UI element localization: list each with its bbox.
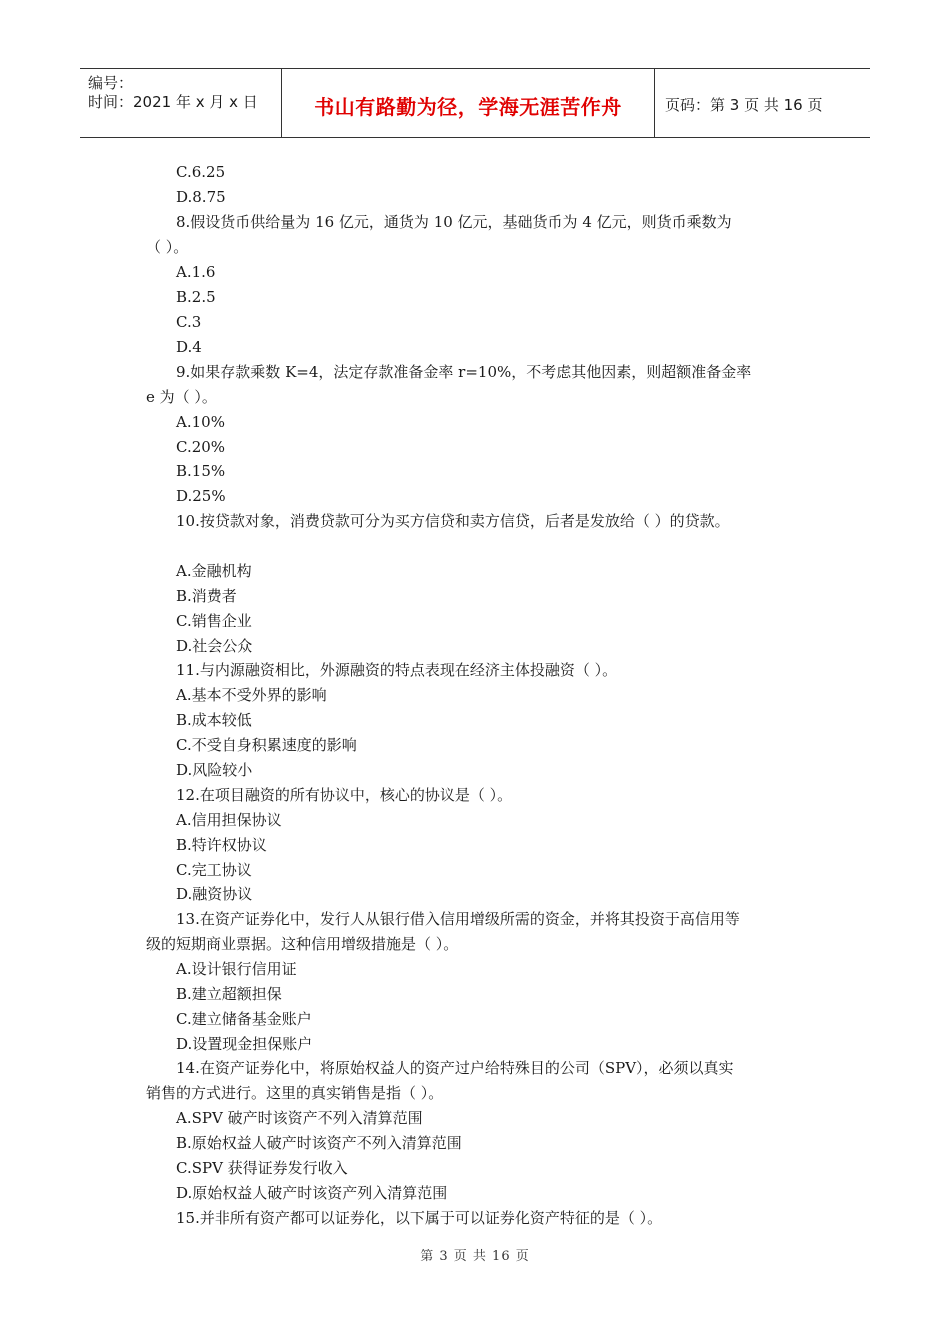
text-line: B.15% bbox=[176, 462, 226, 480]
number-label: 编号： bbox=[88, 74, 134, 92]
text-line: A.金融机构 bbox=[176, 562, 252, 580]
text-line: D.设置现金担保账户 bbox=[176, 1035, 313, 1053]
text-line: C.销售企业 bbox=[176, 612, 252, 630]
text-line: A.设计银行信用证 bbox=[176, 960, 297, 978]
page-info: 页码：第 3 页 共 16 页 bbox=[665, 96, 823, 114]
text-line: 10.按贷款对象，消费贷款可分为买方信贷和卖方信贷，后者是发放给（ ）的贷款。 bbox=[176, 512, 730, 530]
motto: 书山有路勤为径，学海无涯苦作舟 bbox=[314, 95, 622, 119]
text-line: C.SPV 获得证券发行收入 bbox=[176, 1159, 348, 1177]
text-line: B.原始权益人破产时该资产不列入清算范围 bbox=[176, 1134, 462, 1152]
date-label: 时间：2021 年 x 月 x 日 bbox=[88, 93, 258, 111]
text-line: A.SPV 破产时该资产不列入清算范围 bbox=[176, 1109, 423, 1127]
header-motto-cell bbox=[282, 69, 655, 137]
text-line: A.基本不受外界的影响 bbox=[176, 686, 327, 704]
text-line: 级的短期商业票据。这种信用增级措施是（ ）。 bbox=[146, 935, 459, 953]
text-line: 14.在资产证券化中，将原始权益人的资产过户给特殊目的公司（SPV），必须以真实 bbox=[176, 1059, 734, 1077]
text-line: C.建立储备基金账户 bbox=[176, 1010, 312, 1028]
header-meta-cell bbox=[80, 69, 282, 137]
text-line: B.消费者 bbox=[176, 587, 237, 605]
text-line: D.融资协议 bbox=[176, 885, 253, 903]
text-line: 11.与内源融资相比，外源融资的特点表现在经济主体投融资（ ）。 bbox=[176, 661, 618, 679]
document-header bbox=[80, 68, 870, 138]
text-line: D.原始权益人破产时该资产列入清算范围 bbox=[176, 1184, 448, 1202]
text-line: A.信用担保协议 bbox=[176, 811, 282, 829]
text-line: B.特许权协议 bbox=[176, 836, 267, 854]
text-line: C.20% bbox=[176, 438, 226, 456]
text-line: B.2.5 bbox=[176, 288, 216, 306]
header-page-cell bbox=[655, 69, 870, 137]
text-line: A.1.6 bbox=[176, 263, 216, 281]
text-line: （ ）。 bbox=[146, 238, 189, 256]
text-line: 15.并非所有资产都可以证券化，以下属于可以证券化资产特征的是（ ）。 bbox=[176, 1209, 663, 1227]
text-line: C.完工协议 bbox=[176, 861, 252, 879]
text-line: C.3 bbox=[176, 313, 202, 331]
text-line: D.社会公众 bbox=[176, 637, 253, 655]
text-line: B.建立超额担保 bbox=[176, 985, 282, 1003]
text-line: e 为（ ）。 bbox=[146, 388, 217, 406]
text-line: D.4 bbox=[176, 338, 202, 356]
text-line: D.风险较小 bbox=[176, 761, 253, 779]
text-line: 12.在项目融资的所有协议中，核心的协议是（ ）。 bbox=[176, 786, 513, 804]
text-line: C.6.25 bbox=[176, 163, 226, 181]
text-line: 9.如果存款乘数 K=4，法定存款准备金率 r=10%，不考虑其他因素，则超额准备金率 bbox=[176, 363, 752, 381]
text-line: 8.假设货币供给量为 16 亿元，通货为 10 亿元，基础货币为 4 亿元，则货币乘数为 bbox=[176, 213, 732, 231]
text-line: 13.在资产证券化中，发行人从银行借入信用增级所需的资金，并将其投资于高信用等 bbox=[176, 910, 740, 928]
text-line: C.不受自身积累速度的影响 bbox=[176, 736, 357, 754]
text-line: D.8.75 bbox=[176, 188, 226, 206]
text-line: D.25% bbox=[176, 487, 226, 505]
page-footer: 第 3 页 共 16 页 bbox=[420, 1249, 530, 1264]
text-line: A.10% bbox=[176, 413, 225, 431]
text-line: 销售的方式进行。这里的真实销售是指（ ）。 bbox=[146, 1084, 444, 1102]
text-line: B.成本较低 bbox=[176, 711, 252, 729]
